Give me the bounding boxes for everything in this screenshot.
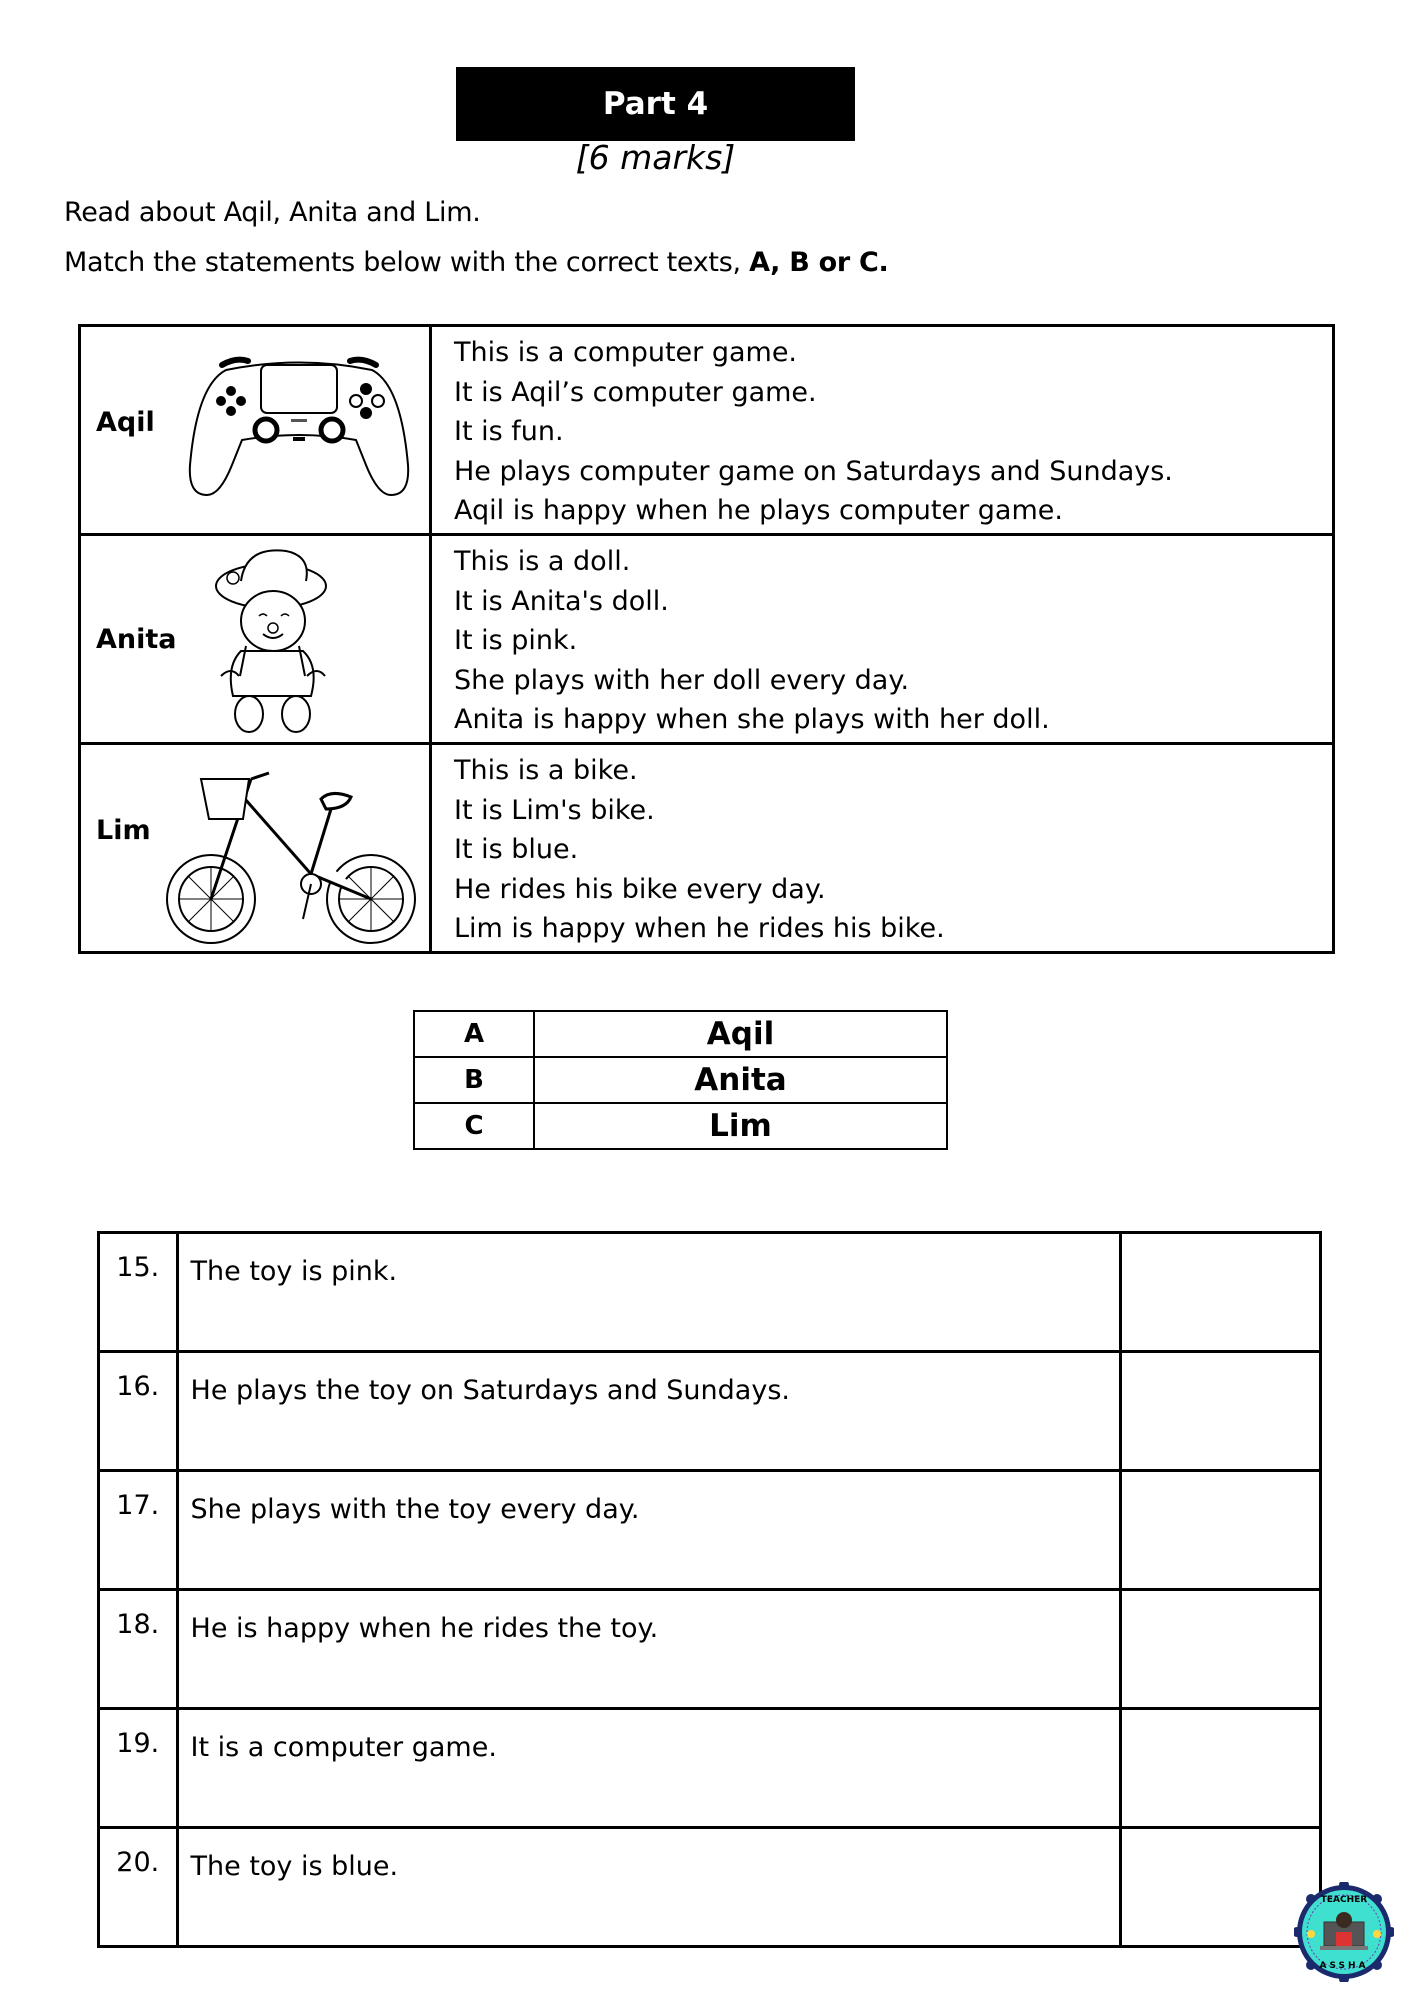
question-number: 20. xyxy=(99,1828,178,1947)
part-title: Part 4 xyxy=(602,86,709,122)
key-name: Aqil xyxy=(534,1011,947,1057)
answer-box[interactable] xyxy=(1120,1590,1320,1709)
story-row-aqil xyxy=(80,326,1334,535)
question-number: 16. xyxy=(99,1352,178,1471)
doll-icon xyxy=(211,546,341,736)
question-statement: She plays with the toy every day. xyxy=(177,1471,1120,1590)
key-letter: B xyxy=(414,1057,534,1103)
question-row xyxy=(99,1828,1321,1947)
question-number: 18. xyxy=(99,1590,178,1709)
story-name: Anita xyxy=(96,624,177,655)
questions-table xyxy=(97,1231,1322,1948)
story-text: This is a bike. It is Lim's bike. It is blue. He rides his bike every day. Lim is happy when he rides his bike. xyxy=(431,744,1334,953)
instruction-match: Match the statements below with the correct texts, A, B or C. xyxy=(64,247,889,278)
story-name: Lim xyxy=(96,815,151,846)
key-letter: A xyxy=(414,1011,534,1057)
question-row xyxy=(99,1352,1321,1471)
key-letter: C xyxy=(414,1103,534,1149)
part-title-banner xyxy=(456,67,855,141)
teacher-assha-logo xyxy=(1294,1882,1394,1982)
question-statement: He is happy when he rides the toy. xyxy=(177,1590,1120,1709)
key-name: Lim xyxy=(534,1103,947,1149)
question-row xyxy=(99,1233,1321,1352)
answer-box[interactable] xyxy=(1120,1233,1320,1352)
instruction-read: Read about Aqil, Anita and Lim. xyxy=(64,197,481,228)
question-statement: The toy is pink. xyxy=(177,1233,1120,1352)
key-row xyxy=(414,1057,947,1103)
answer-box[interactable] xyxy=(1120,1471,1320,1590)
key-row xyxy=(414,1011,947,1057)
answer-box[interactable] xyxy=(1120,1709,1320,1828)
question-row xyxy=(99,1709,1321,1828)
options-bold: A, B or C. xyxy=(749,247,889,278)
answer-box[interactable] xyxy=(1120,1828,1320,1947)
question-number: 17. xyxy=(99,1471,178,1590)
svg-text:ASSHA: ASSHA xyxy=(1319,1961,1369,1971)
question-statement: The toy is blue. xyxy=(177,1828,1120,1947)
key-row xyxy=(414,1103,947,1149)
svg-text:TEACHER: TEACHER xyxy=(1320,1895,1368,1905)
answer-box[interactable] xyxy=(1120,1352,1320,1471)
marks-label: [6 marks] xyxy=(575,138,736,177)
story-row-anita xyxy=(80,535,1334,744)
answer-key-table xyxy=(413,1010,948,1150)
game-controller-icon xyxy=(186,345,412,505)
story-text: This is a computer game. It is Aqil’s computer game. It is fun. He plays computer game on Saturdays and Sundays. Aqil is happy when he plays computer game. xyxy=(431,326,1334,535)
question-row xyxy=(99,1590,1321,1709)
bicycle-icon xyxy=(161,759,421,949)
question-statement: He plays the toy on Saturdays and Sundays. xyxy=(177,1352,1120,1471)
question-number: 19. xyxy=(99,1709,178,1828)
story-row-lim xyxy=(80,744,1334,953)
key-name: Anita xyxy=(534,1057,947,1103)
question-statement: It is a computer game. xyxy=(177,1709,1120,1828)
question-row xyxy=(99,1471,1321,1590)
story-text: This is a doll. It is Anita's doll. It is pink. She plays with her doll every day. Anita is happy when she plays with her doll. xyxy=(431,535,1334,744)
question-number: 15. xyxy=(99,1233,178,1352)
story-name: Aqil xyxy=(96,407,155,438)
badge-logo-icon xyxy=(1294,1882,1394,1982)
story-table xyxy=(78,324,1335,954)
